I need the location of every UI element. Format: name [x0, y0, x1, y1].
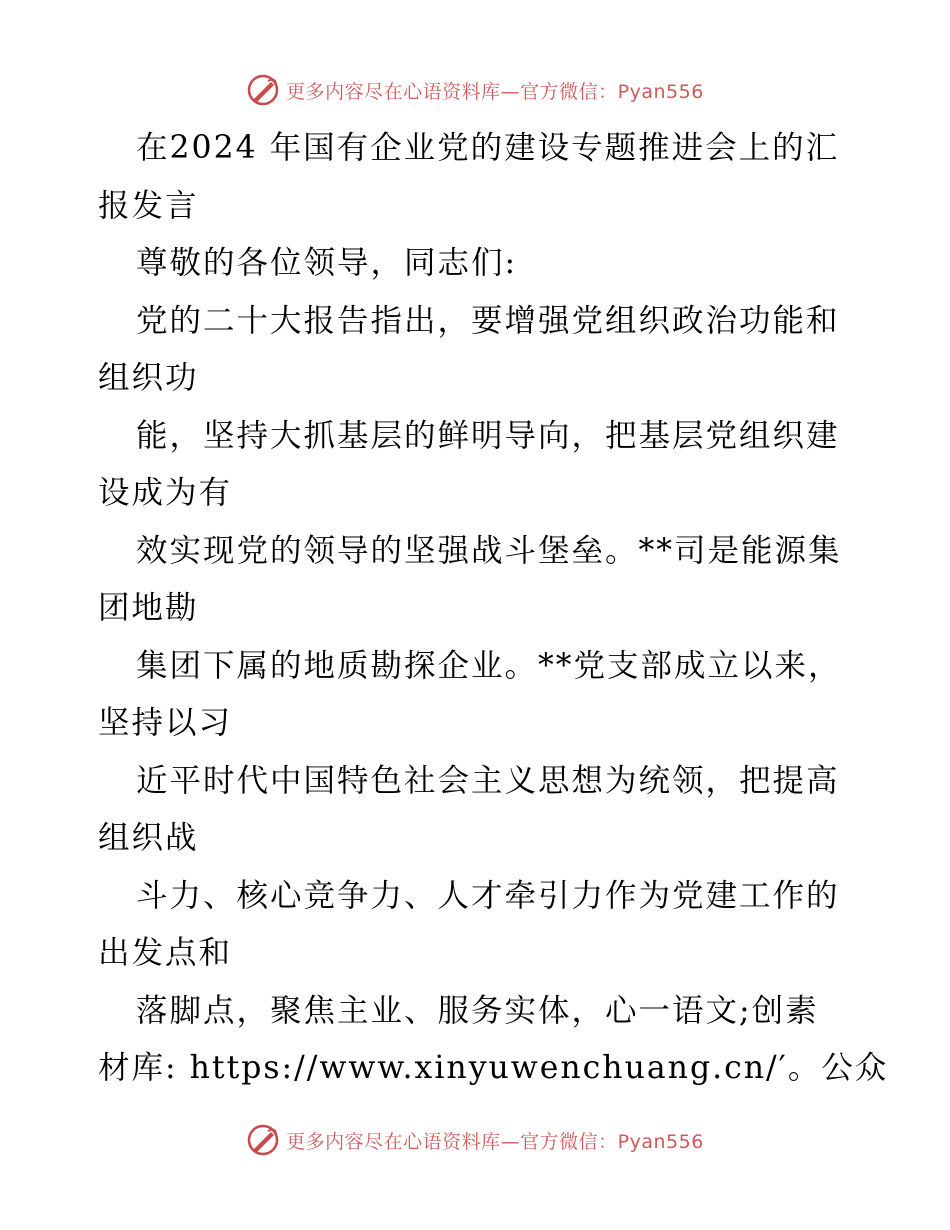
quill-logo-icon: [246, 73, 280, 107]
footer-watermark-banner: [0, 1120, 950, 1160]
text-line: 团地勘: [98, 590, 199, 626]
text-line: 报发言: [98, 187, 199, 224]
text-line: 设成为有: [98, 475, 233, 511]
quill-logo-icon: [246, 1123, 280, 1157]
text-line: 出发点和: [98, 935, 233, 971]
header-watermark-text: 更多内容尽在心语资料库—官方微信：Pyan556: [286, 80, 704, 103]
text-line: 组织功: [98, 360, 199, 396]
text-line: 材库: https://www.xinyuwenchuang.cn/′。公众: [98, 1050, 889, 1086]
document-body: [98, 120, 889, 1098]
text-line: 效实现党的领导的坚强战斗堡垒。**司是能源集: [136, 532, 842, 569]
text-line: 党的二十大报告指出，要增强党组织政治功能和: [136, 302, 840, 339]
text-line: 斗力、核心竞争力、人才牵引力作为党建工作的: [136, 877, 840, 914]
text-line: 在2024 年国有企业党的建设专题推进会上的汇: [136, 130, 840, 166]
footer-watermark-text: 更多内容尽在心语资料库—官方微信：Pyan556: [286, 1130, 704, 1153]
text-line: 落脚点，聚焦主业、服务实体，心一语文;创素: [136, 992, 819, 1029]
text-line: 近平时代中国特色社会主义思想为统领，把提高: [136, 762, 840, 799]
text-line: 能，坚持大抓基层的鲜明导向，把基层党组织建: [136, 417, 840, 454]
header-watermark-banner: [0, 70, 950, 110]
text-line: 坚持以习: [98, 705, 233, 741]
text-line: 集团下属的地质勘探企业。**党支部成立以来，: [136, 647, 842, 684]
text-line: 尊敬的各位领导，同志们:: [136, 245, 518, 281]
text-line: 组织战: [98, 820, 199, 856]
